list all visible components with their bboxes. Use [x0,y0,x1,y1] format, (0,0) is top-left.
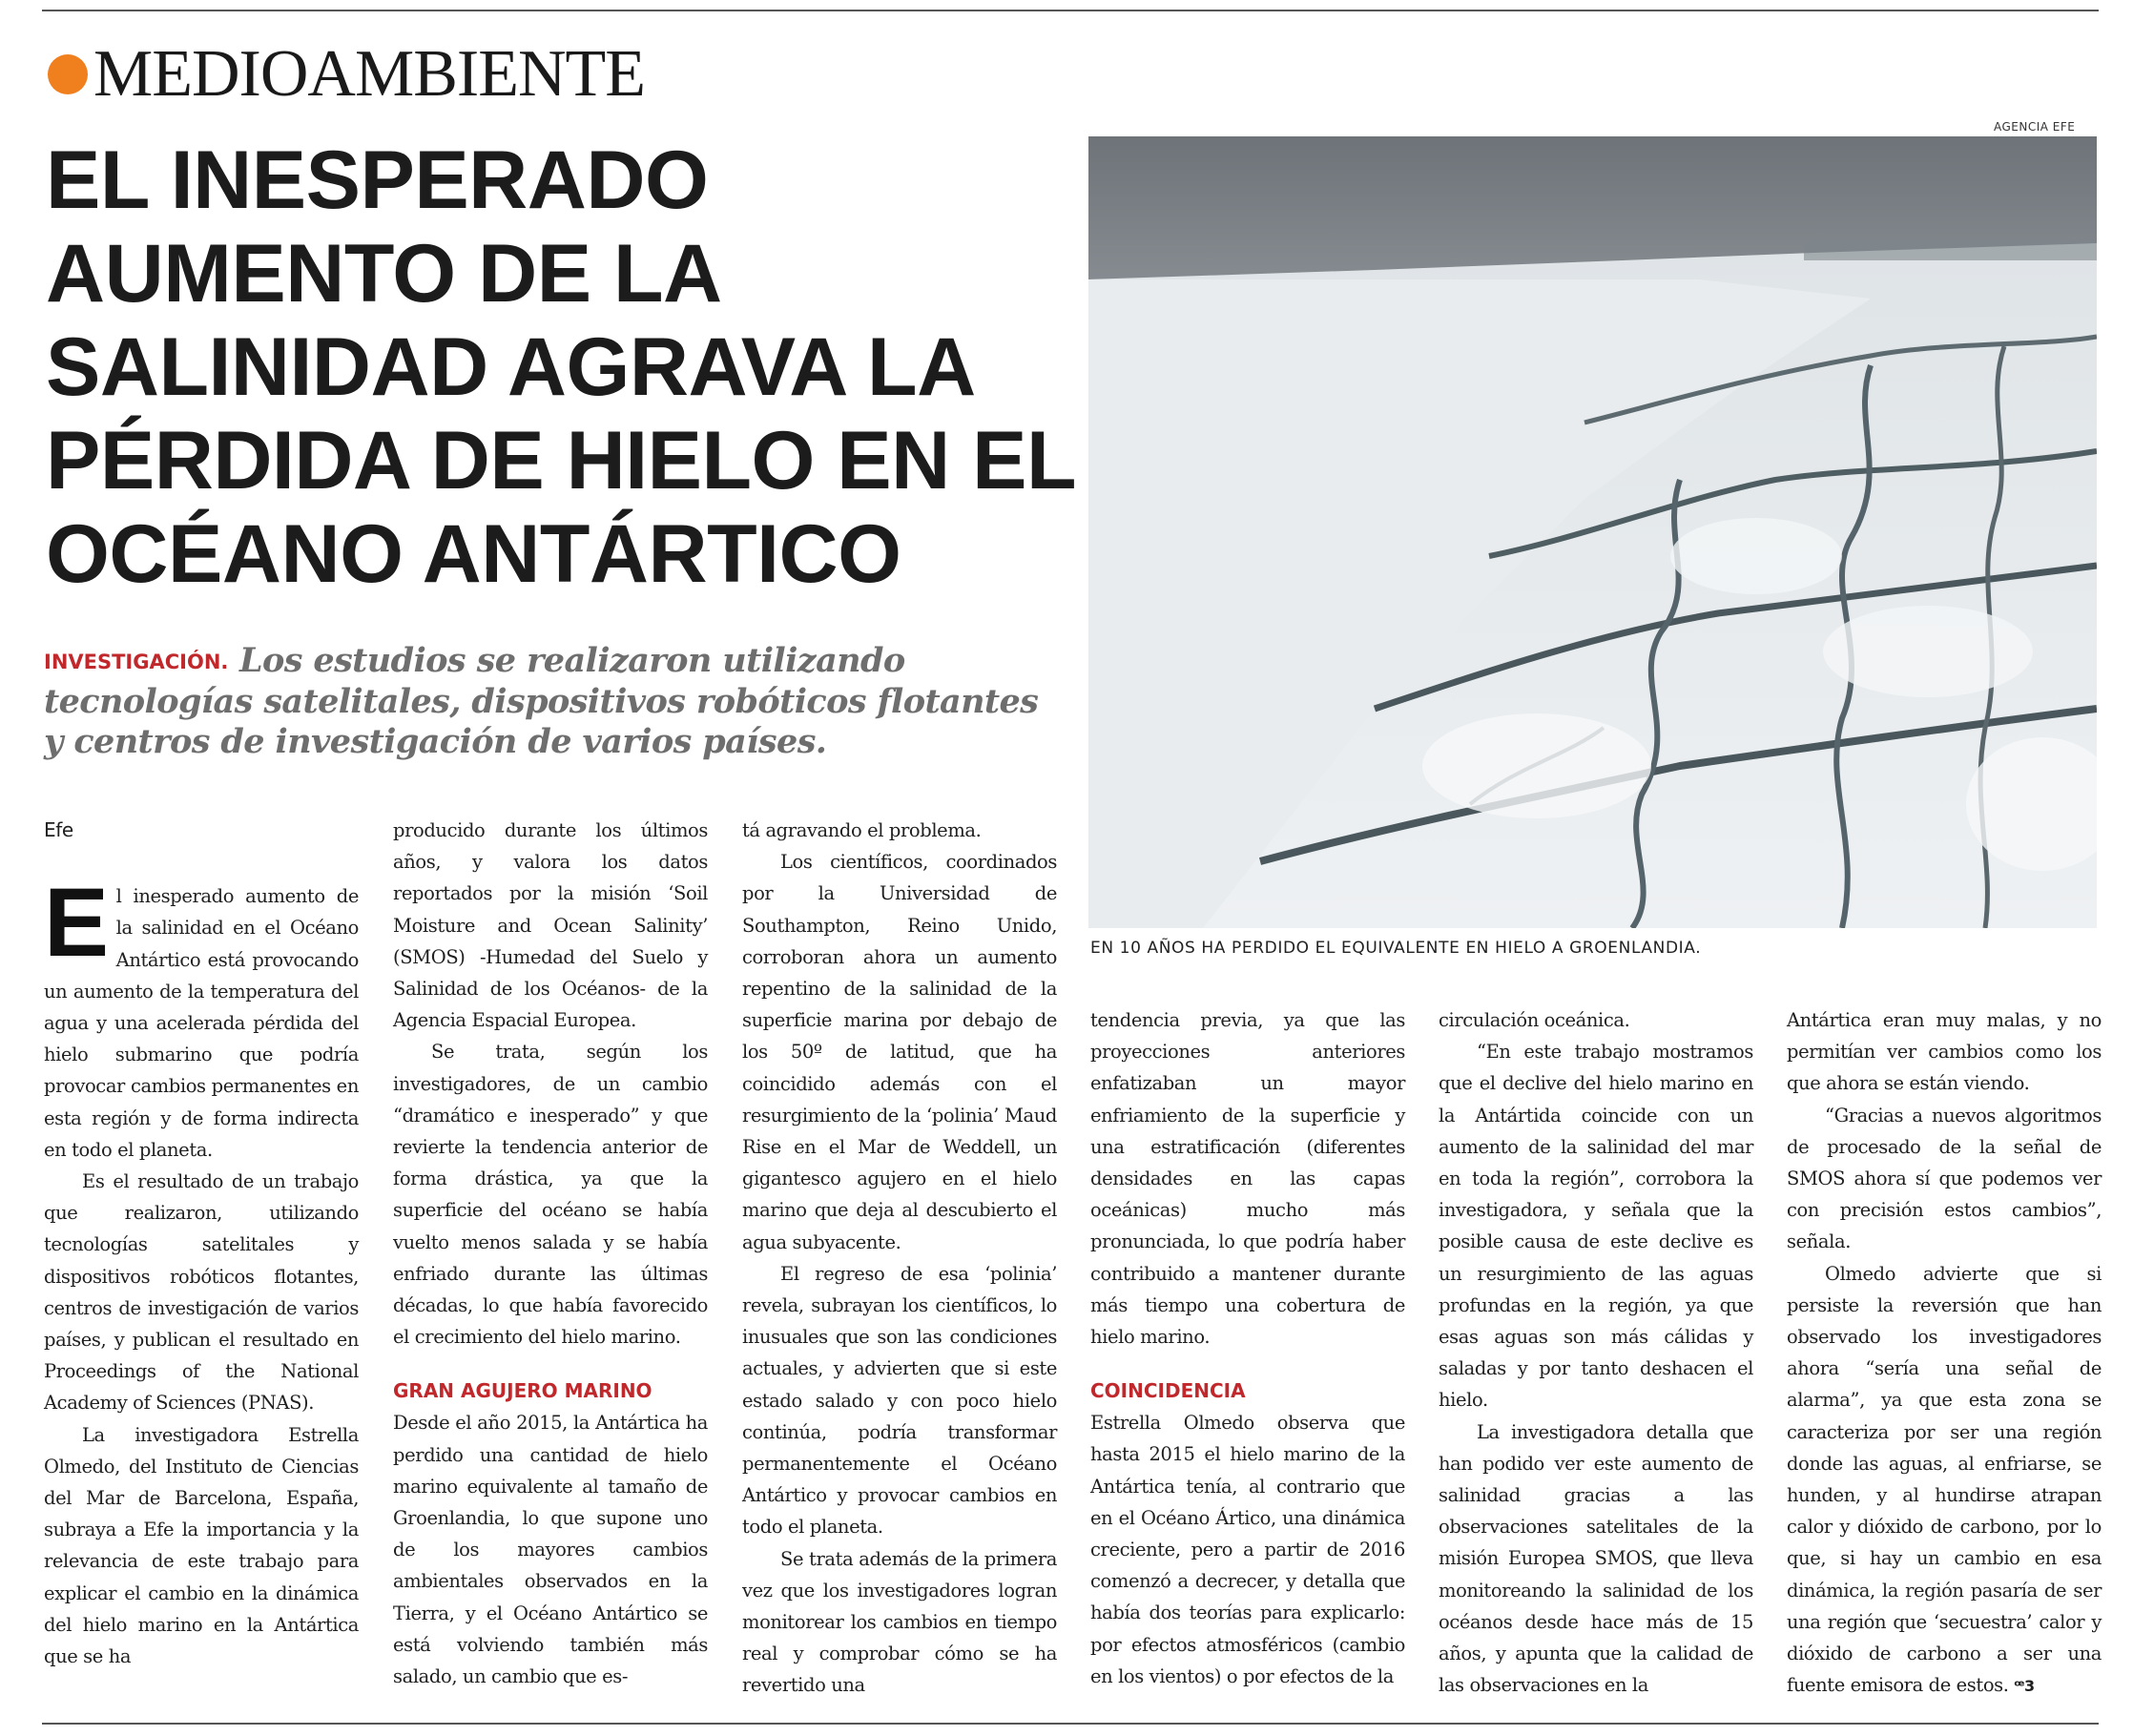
article-paragraph: producido durante los últimos años, y valora los datos reportados por la misión ‘Soil Moisture and Ocean Salinity’ (SMOS) -Humedad del Suelo y Salinidad de los Océanos- de la Agencia Espacial Europea. [393,819,708,1032]
top-rule [42,10,2099,11]
paragraph-text: l inesperado aumento de la salinidad en el Océano Antártico está provocando un aumento de la temperatura del agua y una acelerada pérdida del hielo submarino que podría provocar cambios permanentes en esta región y de forma indirecta en todo el planeta. [44,885,359,1161]
photo-caption: EN 10 AÑOS HA PERDIDO EL EQUIVALENTE EN HIELO A GROENLANDIA. [1090,939,1702,958]
sea-ice-photo [1088,136,2097,928]
section-label: MEDIOAMBIENTE [93,37,646,111]
headline-line: OCÉANO ANTÁRTICO [46,508,901,600]
subheadline [44,641,1055,762]
article-column-2 [393,815,708,1692]
article-paragraph: “Gracias a nuevos algoritmos de procesado de la señal de SMOS ahora sí que podemos ver con precisión estos cambios”, señala. [1787,1104,2102,1253]
photo-credit: AGENCIA EFE [1994,120,2076,134]
article-paragraph: Se trata además de la primera vez que los investigadores logran monitorear los cambios en tiempo real y comprobar cómo se ha revertido una [742,1547,1057,1697]
article-column-1 [44,815,359,1672]
article-column-5 [1439,1004,1753,1701]
subhead-text: Los estudios se realizaron utilizando tecnologías satelitales, dispositivos robóticos flotantes y centros de investigación de varios países. [44,641,1039,761]
article-paragraph: Es el resultado de un trabajo que realizaron, utilizando tecnologías satelitales y dispositivos robóticos flotantes, centros de investigación de varios países, y publican el resultado en Proceedings of the National Academy of Sciences (PNAS). [44,1170,359,1415]
article-column-3 [742,815,1057,1702]
headline-line: AUMENTO DE LA [46,228,722,320]
drop-cap: E [44,868,109,978]
article-paragraph: tendencia previa, ya que las proyecciones anteriores enfatizaban un mayor enfriamiento de la superficie y una estratificación (diferentes densidades en las capas oceánicas) mucho más pronunciada, lo que podría haber contribuido a mantener durante más tiempo una cobertura de hielo marino. [1090,1009,1405,1349]
end-mark: ꟹ3 [2014,1677,2035,1696]
article-paragraph: Estrella Olmedo observa que hasta 2015 el hielo marino de la Antártica tenía, al contrario que en el Océano Ártico, una dinámica creciente, pero a partir de 2016 comenzó a decrecer, y detalla que había dos teorías para explicarlo: por efectos atmosféricos (cambio en los vientos) o por efectos de la [1090,1412,1405,1687]
article-paragraph [1787,1258,2102,1703]
article-paragraph: “En este trabajo mostramos que el declive del hielo marino en la Antártida coincide con un aumento de la salinidad del mar en toda la región”, corrobora la investigadora, y señala que la posible causa de este declive es un resurgimiento de las aguas profundas en la región, ya que esas aguas son más cálidas y saladas y por tanto deshacen el hielo. [1439,1041,1753,1412]
article-paragraph [44,868,359,1166]
article-paragraph: El regreso de esa ‘polinia’ revela, subrayan los científicos, lo inusuales que son las condiciones actuales, y advierten que si este estado salado y con poco hielo continúa, podría transformar permanentemente el Océano Antártico y provocar cambios en todo el planeta. [742,1262,1057,1539]
article-paragraph: tá agravando el problema. [742,819,982,841]
section-header [48,36,645,113]
article-paragraph: Antártica eran muy malas, y no permitían ver cambios como los que ahora se están viendo. [1787,1009,2102,1095]
headline-line: EL INESPERADO [46,134,709,226]
bottom-rule [42,1723,2099,1725]
article-column-4 [1090,1004,1405,1692]
article-paragraph: Se trata, según los investigadores, de un cambio “dramático e inesperado” y que revierte la tendencia anterior de forma drástica, ya que la superficie del océano se había vuelto menos salada y se había enfriado durante las últimas décadas, lo que había favorecido el crecimiento del hielo marino. [393,1041,708,1349]
headline-line: SALINIDAD AGRAVA LA [46,321,976,413]
article-paragraph: Desde el año 2015, la Antártica ha perdido una cantidad de hielo marino equivalente al tamaño de Groenlandia, lo que supone uno de los mayores cambios ambientales observados en la Tierra, y el Océano Antártico se está volviendo también más salado, un cambio que es- [393,1412,708,1688]
article-paragraph: Los científicos, coordinados por la Universidad de Southampton, Reino Unido, corroboran ahora un aumento repentino de la salinidad de la superficie marina por debajo de los 50º de latitud, que ha coincidido además con el resurgimiento de la ‘polinia’ Maud Rise en el Mar de Weddell, un gigantesco agujero en el hielo marino que deja al descubierto el agua subyacente. [742,851,1057,1253]
section-subheading: GRAN AGUJERO MARINO [393,1379,652,1403]
sea-ice-illustration [1088,136,2097,928]
section-subheading: COINCIDENCIA [1090,1379,1246,1403]
article-paragraph: La investigadora Estrella Olmedo, del Instituto de Ciencias del Mar de Barcelona, España, subraya a Efe la importancia y la relevancia de este trabajo para explicar el cambio en la dinámica del hielo marino en la Antártica que se ha [44,1423,359,1668]
article-column-6 [1787,1004,2102,1702]
byline: Efe [44,818,73,841]
headline [46,134,1077,601]
article-paragraph: circulación oceánica. [1439,1009,1630,1031]
section-dot-icon [48,54,88,94]
article-paragraph: La investigadora detalla que han podido ver este aumento de salinidad gracias a las observaciones satelitales de la misión Europea SMOS, que lleva monitoreando la salinidad de los océanos desde hace más de 15 años, y apunta que la calidad de las observaciones en la [1439,1420,1753,1697]
headline-line: PÉRDIDA DE HIELO EN EL [46,415,1077,506]
paragraph-text: Olmedo advierte que si persiste la reversión que han observado los investigadores ahora “sería una señal de alarma”, ya que esta zona se caracteriza por ser una región donde las aguas, al enfriarse, se hunden, y al hundirse atrapan calor y dióxido de carbono, por lo que, si hay un cambio en esa dinámica, la región pasaría de ser una región que ‘secuestra’ calor y dióxido de carbono a ser una fuente emisora de estos. [1787,1262,2102,1697]
subhead-kicker: INVESTIGACIÓN. [44,651,229,673]
